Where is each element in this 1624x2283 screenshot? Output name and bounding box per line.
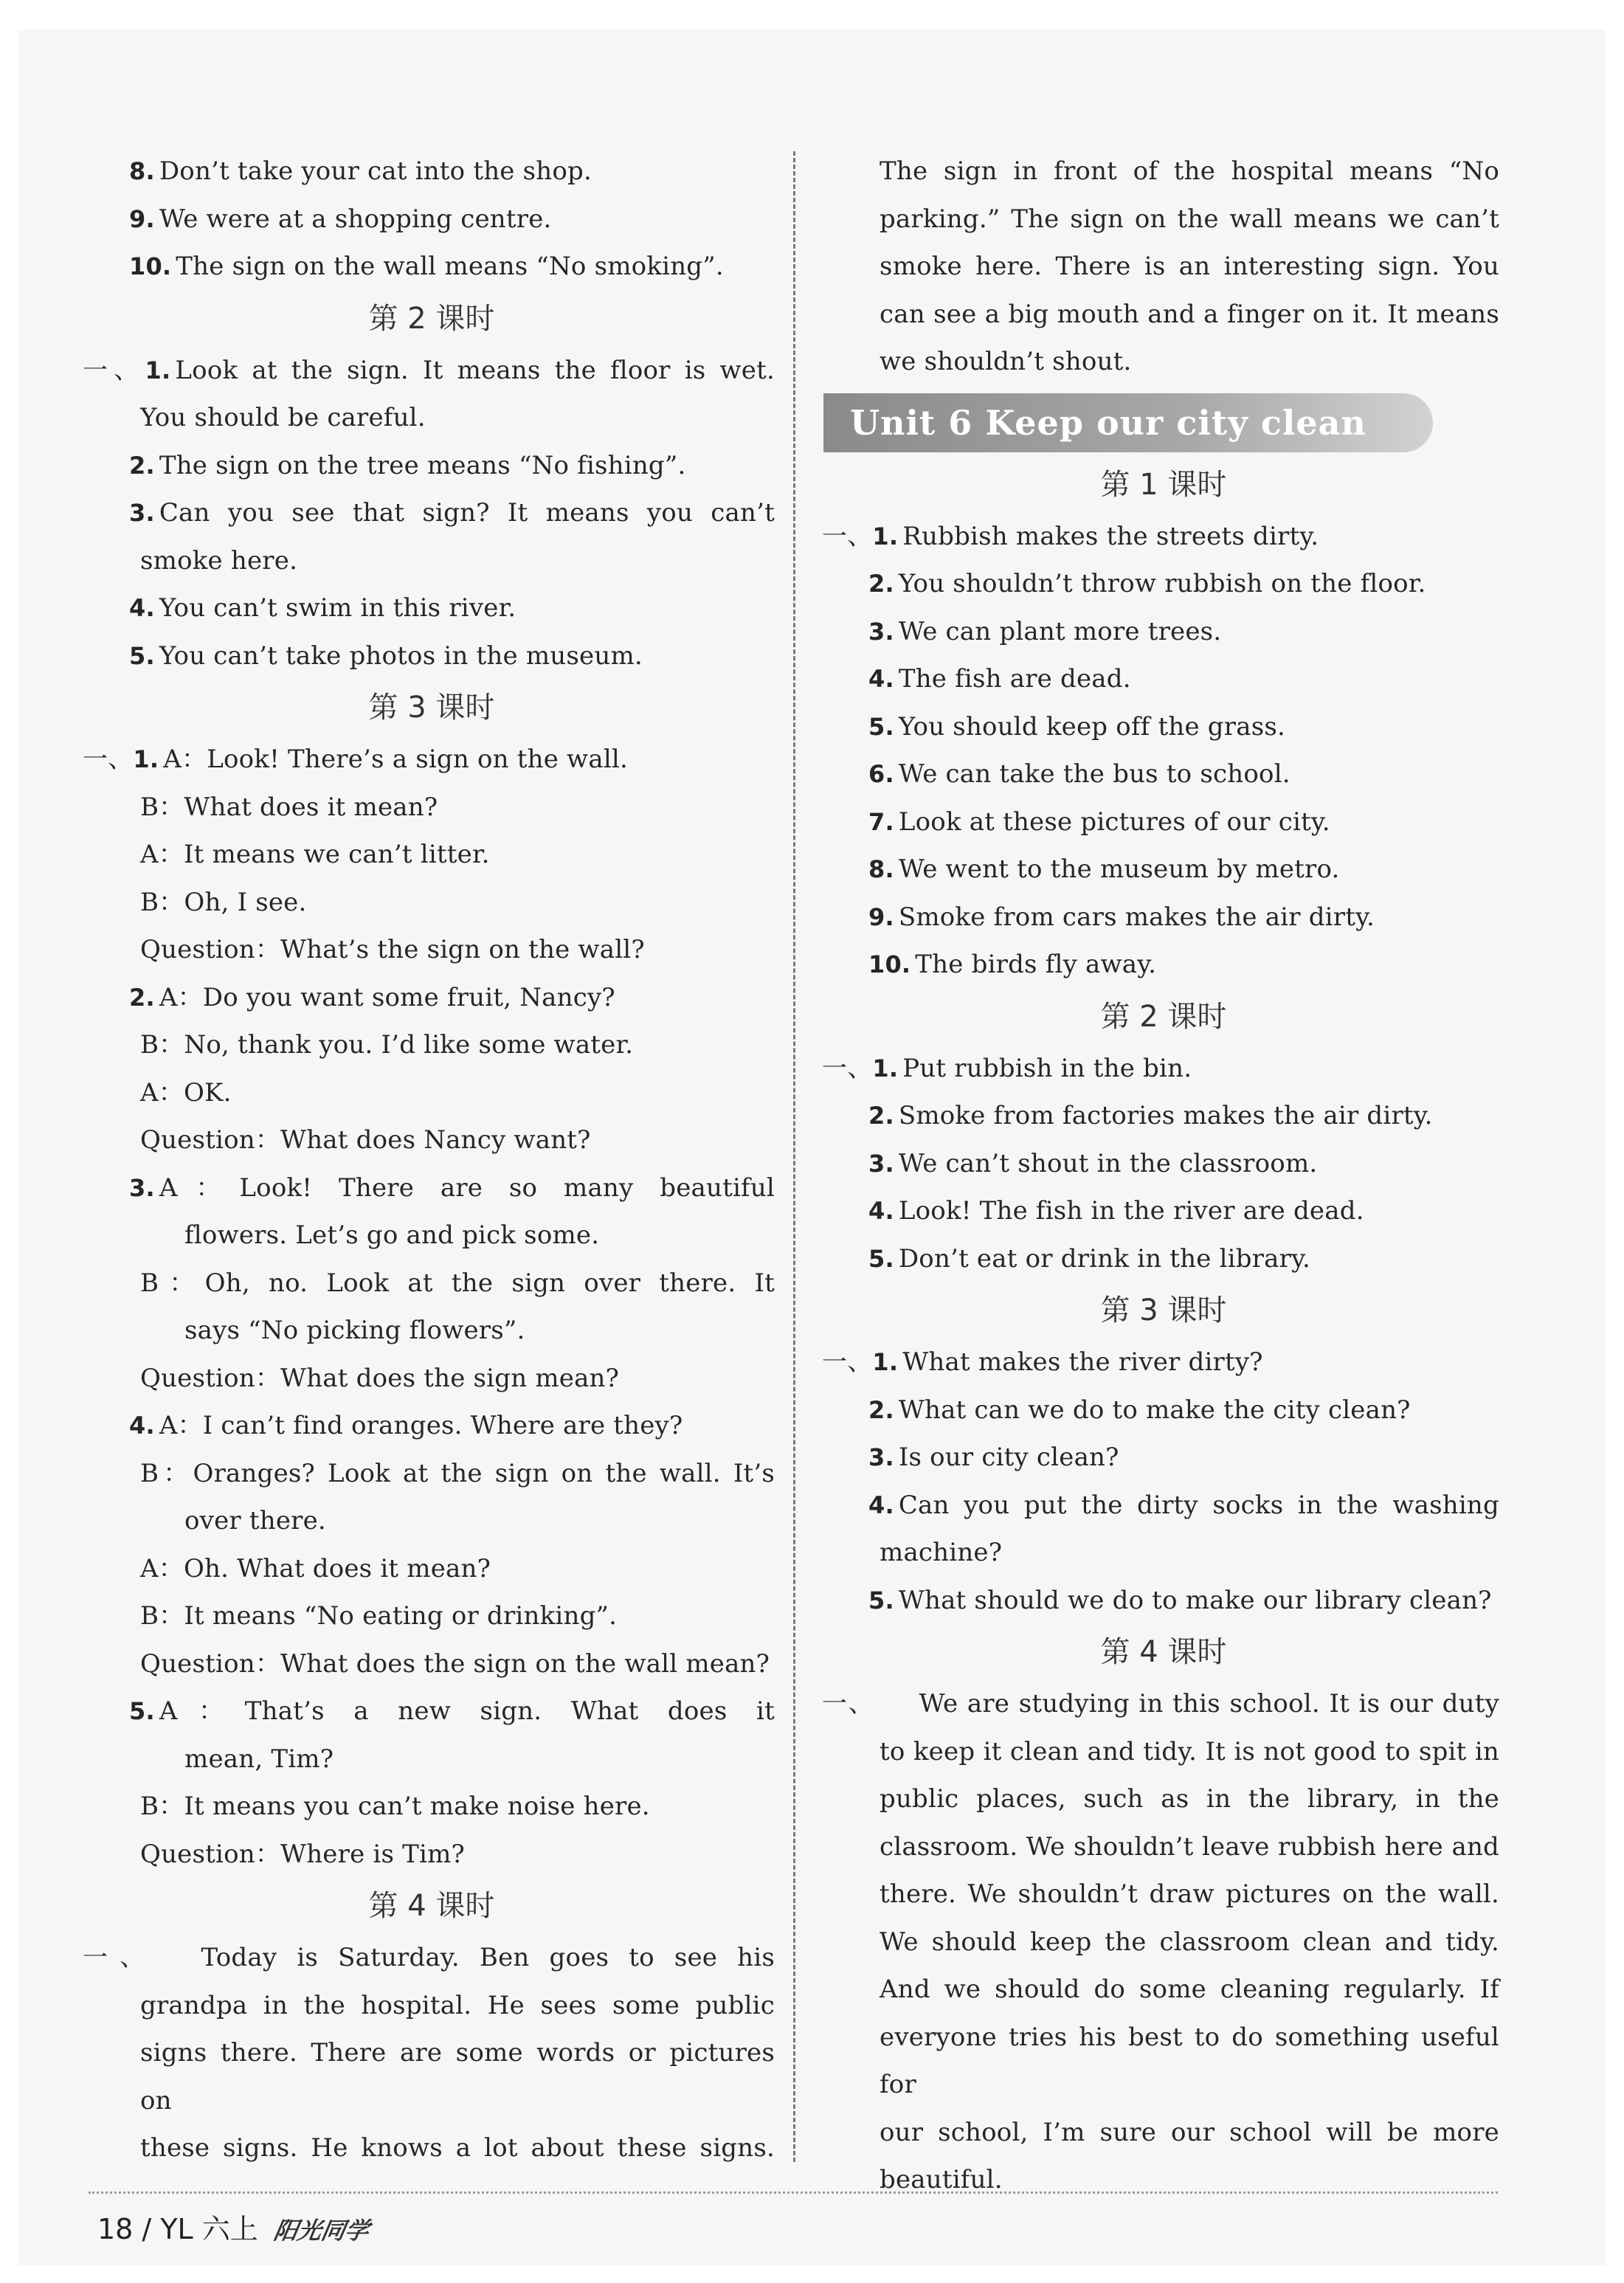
answer-text: You should be careful. [140,403,426,432]
answer-text: our school, I’m sure our school will be more [880,2117,1499,2147]
answer-text: A：Look! There are so many beautiful [159,1172,775,1203]
answer-line [828,894,1499,942]
brand-logo: 阳光同学 [272,2217,371,2245]
item-number: 7. [868,807,894,836]
column-divider [793,151,795,2162]
answer-line [828,1775,1499,1823]
answer-line [89,1069,775,1117]
answer-line [828,1728,1499,1776]
answer-text: B：Oh, I see. [140,887,307,917]
answer-text: A：Look! There’s a sign on the wall. [163,745,628,774]
item-number: 5. [868,1244,894,1273]
answer-line [89,148,775,196]
answer-text: Is our city clean? [898,1443,1119,1472]
answer-text: Look at these pictures of our city. [898,807,1330,837]
answer-text: The fish are dead. [898,664,1131,694]
answer-text: flowers. Let’s go and pick some. [184,1220,600,1250]
answer-text: What can we do to make the city clean? [898,1395,1411,1425]
lesson-heading: 第 2 课时 [1100,999,1227,1034]
answer-line [89,1688,775,1735]
answer-text: A：It means we can’t litter. [140,840,490,869]
answer-text: Question：What does the sign on the wall mean? [140,1648,770,1679]
answer-line [89,879,775,927]
answer-line [89,1260,775,1308]
answer-line [828,846,1499,894]
answer-text: You can’t take photos in the museum. [159,640,643,671]
left-column [83,148,775,2172]
answer-text: signs there. There are some words or pictures on [140,2038,775,2116]
answer-line [828,1434,1499,1482]
answer-text: Today is Saturday. Ben goes to see his [201,1943,775,1972]
answer-text: beautiful. [880,2165,1003,2194]
answer-line [828,2109,1499,2157]
answer-line [89,1783,775,1831]
answer-text: We can’t shout in the classroom. [898,1148,1318,1178]
answer-text: B：No, thank you. I’d like some water. [140,1030,634,1060]
answer-line [828,1386,1499,1434]
right-column [822,148,1499,2204]
paragraph-line: smoke here. There is an interesting sign. You [880,252,1499,281]
answer-text: We can take the bus to school. [898,759,1290,789]
right-answers [822,457,1499,2204]
answer-line [89,926,775,974]
item-number: 9. [129,204,155,233]
section-marker: 一、 [822,521,873,551]
answer-text: public places, such as in the library, in the [880,1784,1499,1814]
answer-text: Question：What’s the sign on the wall? [140,935,645,964]
item-number: 5. [129,641,155,670]
answer-line [828,1235,1499,1283]
answer-line [89,537,775,585]
answer-text: We are studying in this school. It is our duty [919,1689,1499,1719]
answer-line [89,632,775,680]
answer-text: The birds fly away. [915,950,1157,979]
answer-text: A：OK. [140,1077,232,1108]
answer-line [89,489,775,537]
lesson-heading: 第 4 课时 [1100,1635,1227,1669]
answer-text: machine? [880,1538,1003,1567]
answer-text: classroom. We shouldn’t leave rubbish here and [880,1831,1499,1862]
answer-line [828,2014,1499,2109]
item-number: 10. [129,252,172,280]
answer-text: Look at the sign. It means the floor is wet. [175,355,775,385]
item-number: 5. [129,1697,155,1725]
item-number: 5. [868,1586,894,1614]
answer-text: B：It means you can’t make noise here. [140,1792,650,1821]
answer-text: Don’t take your cat into the shop. [159,156,592,186]
page-footer [97,2206,369,2247]
item-number: 5. [868,712,894,741]
answer-line [89,394,775,442]
answer-line [89,974,775,1022]
answer-text: mean, Tim? [184,1744,334,1774]
answer-line [89,442,775,490]
section-marker: 一、 [822,1347,873,1377]
answer-line [89,1450,775,1498]
section-marker: 一、 [83,355,145,385]
item-number: 2. [868,1395,894,1424]
answer-text: We went to the museum by metro. [898,854,1340,884]
item-number: 1. [872,522,899,550]
answer-line [828,1140,1499,1188]
answer-text: What makes the river dirty? [902,1347,1263,1377]
answer-text: Look! The fish in the river are dead. [898,1196,1364,1226]
answer-text: We should keep the classroom clean and tidy. [880,1927,1499,1957]
answer-line [89,1355,775,1403]
answer-line [822,1339,1499,1386]
answer-text: We can plant more trees. [898,616,1222,646]
answer-text: You shouldn’t throw rubbish on the floor. [898,569,1426,598]
answer-line [89,243,775,291]
answer-line [828,1529,1499,1577]
paragraph-line: The sign in front of the hospital means “No [880,156,1499,186]
item-number: 9. [868,902,894,931]
section-marker: 一、 [822,1689,875,1719]
item-number: 3. [868,1443,894,1471]
answer-line [828,2156,1499,2204]
answer-line [828,941,1499,989]
answer-line [89,584,775,632]
item-number: 4. [868,1491,894,1519]
lesson-heading: 第 2 课时 [368,301,495,336]
item-number: 1. [872,1054,899,1082]
answer-text: Smoke from factories makes the air dirty. [898,1101,1433,1130]
answer-text: Question：What does Nancy want? [140,1125,591,1155]
answer-text: Put rubbish in the bin. [902,1053,1192,1083]
answer-line [89,1164,775,1212]
answer-text: Smoke from cars makes the air dirty. [898,902,1375,932]
answer-text: Rubbish makes the streets dirty. [902,521,1319,551]
item-number: 4. [129,1412,155,1440]
answer-text: A：That’s a new sign. What does it [159,1696,775,1726]
answer-text: We were at a shopping centre. [159,204,552,234]
answer-line [828,1577,1499,1625]
answer-line [83,1934,775,1982]
answer-line [89,1021,775,1069]
answer-text: Question：Where is Tim? [140,1839,465,1869]
section-marker: 一、 [83,745,134,774]
answer-line [822,1680,1499,1728]
section-marker: 一、 [822,1053,873,1083]
item-number: 8. [129,157,155,185]
paragraph-line: can see a big mouth and a finger on it. It means [880,299,1499,329]
answer-line [822,1045,1499,1093]
item-number: 2. [868,1102,894,1130]
answer-text: You can’t swim in this river. [159,593,516,623]
answer-line [828,750,1499,798]
answer-line [89,2124,775,2172]
item-number: 2. [868,570,894,598]
answer-text: over there. [184,1506,326,1536]
answer-line [89,196,775,244]
answer-text: B：Oh, no. Look at the sign over there. It [140,1268,775,1298]
paragraph-line: we shouldn’t shout. [880,347,1132,376]
answer-line [828,798,1499,846]
answer-line [89,1545,775,1593]
answer-line [83,736,775,784]
answer-line [89,1116,775,1164]
answer-line [828,703,1499,751]
answer-line [89,1592,775,1640]
item-number: 3. [868,1149,894,1178]
answer-text: Question：What does the sign mean? [140,1363,620,1393]
answer-text: there. We shouldn’t draw pictures on the wall. [880,1879,1499,1909]
answer-line [828,1092,1499,1140]
lesson-heading: 第 3 课时 [1100,1294,1227,1327]
answer-line [828,1482,1499,1530]
answer-line [822,513,1499,561]
answer-text: What should we do to make our library clean? [898,1585,1492,1615]
answer-text: The sign on the wall means “No smoking”. [176,252,724,281]
answer-line [828,1966,1499,2014]
answer-line [828,1871,1499,1918]
answer-text: these signs. He knows a lot about these signs. [140,2133,775,2163]
item-number: 4. [868,665,894,693]
answer-text: The sign on the tree means “No fishing”. [159,450,686,480]
answer-line [89,784,775,832]
item-number: 4. [868,1197,894,1225]
unit-title-banner: Unit 6 Keep our city clean [823,393,1433,452]
right-top-paragraph [828,148,1499,386]
answer-line [828,608,1499,656]
answer-text: to keep it clean and tidy. It is not good to spit in [880,1736,1499,1766]
answer-text: everyone tries his best to do something useful for [880,2022,1499,2099]
answer-text: Can you put the dirty socks in the washing [898,1490,1499,1520]
item-number: 4. [129,594,155,622]
item-number: 3. [868,617,894,646]
item-number: 10. [868,950,911,978]
answer-text: grandpa in the hospital. He sees some public [140,1990,775,2020]
answer-line [828,655,1499,703]
paragraph-line: parking.” The sign on the wall means we can’t [880,204,1499,234]
answer-line [83,347,775,395]
answer-line [89,1735,775,1783]
answer-text: says “No picking flowers”. [184,1316,525,1345]
answer-text: Can you see that sign? It means you can’t [159,498,775,528]
answer-line [89,2029,775,2124]
item-number: 6. [868,760,894,788]
answer-text: You should keep off the grass. [898,711,1285,742]
answer-line [828,1823,1499,1871]
answer-text: Don’t eat or drink in the library. [898,1243,1310,1274]
answer-line [89,1982,775,2030]
lesson-heading: 第 1 课时 [1100,467,1227,502]
answer-line [89,1307,775,1355]
answer-text: smoke here. [140,545,298,576]
item-number: 8. [868,855,894,883]
section-marker: 一、 [83,1943,157,1972]
answer-line [89,1831,775,1879]
answer-line [89,1497,775,1545]
answer-text: A：Do you want some fruit, Nancy? [159,982,615,1012]
item-number: 3. [129,499,155,527]
answer-line [89,831,775,879]
answer-text: B：What does it mean? [140,792,438,822]
answer-text: A：I can’t find oranges. Where are they? [159,1411,683,1440]
answer-line [89,1640,775,1688]
item-number: 3. [129,1173,155,1202]
answer-text: B：Oranges? Look at the sign on the wall. It’s [140,1458,775,1488]
answer-text: A：Oh. What does it mean? [140,1553,491,1583]
lesson-heading: 第 3 课时 [368,691,495,725]
answer-line [828,560,1499,608]
footer-rule [89,2192,1498,2194]
answer-line [89,1212,775,1260]
answer-text: And we should do some cleaning regularly. If [880,1975,1499,2004]
item-number: 1. [872,1348,899,1376]
answer-line [89,1402,775,1450]
answer-line [828,1918,1499,1966]
item-number: 1. [133,745,159,773]
lesson-heading: 第 4 课时 [368,1889,495,1923]
answer-text: B：It means “No eating or drinking”. [140,1601,618,1631]
answer-line [828,1187,1499,1235]
item-number: 2. [129,451,155,480]
page-label: 18 / YL 六上 [97,2213,258,2245]
item-number: 2. [129,983,155,1012]
item-number: 1. [145,356,171,384]
